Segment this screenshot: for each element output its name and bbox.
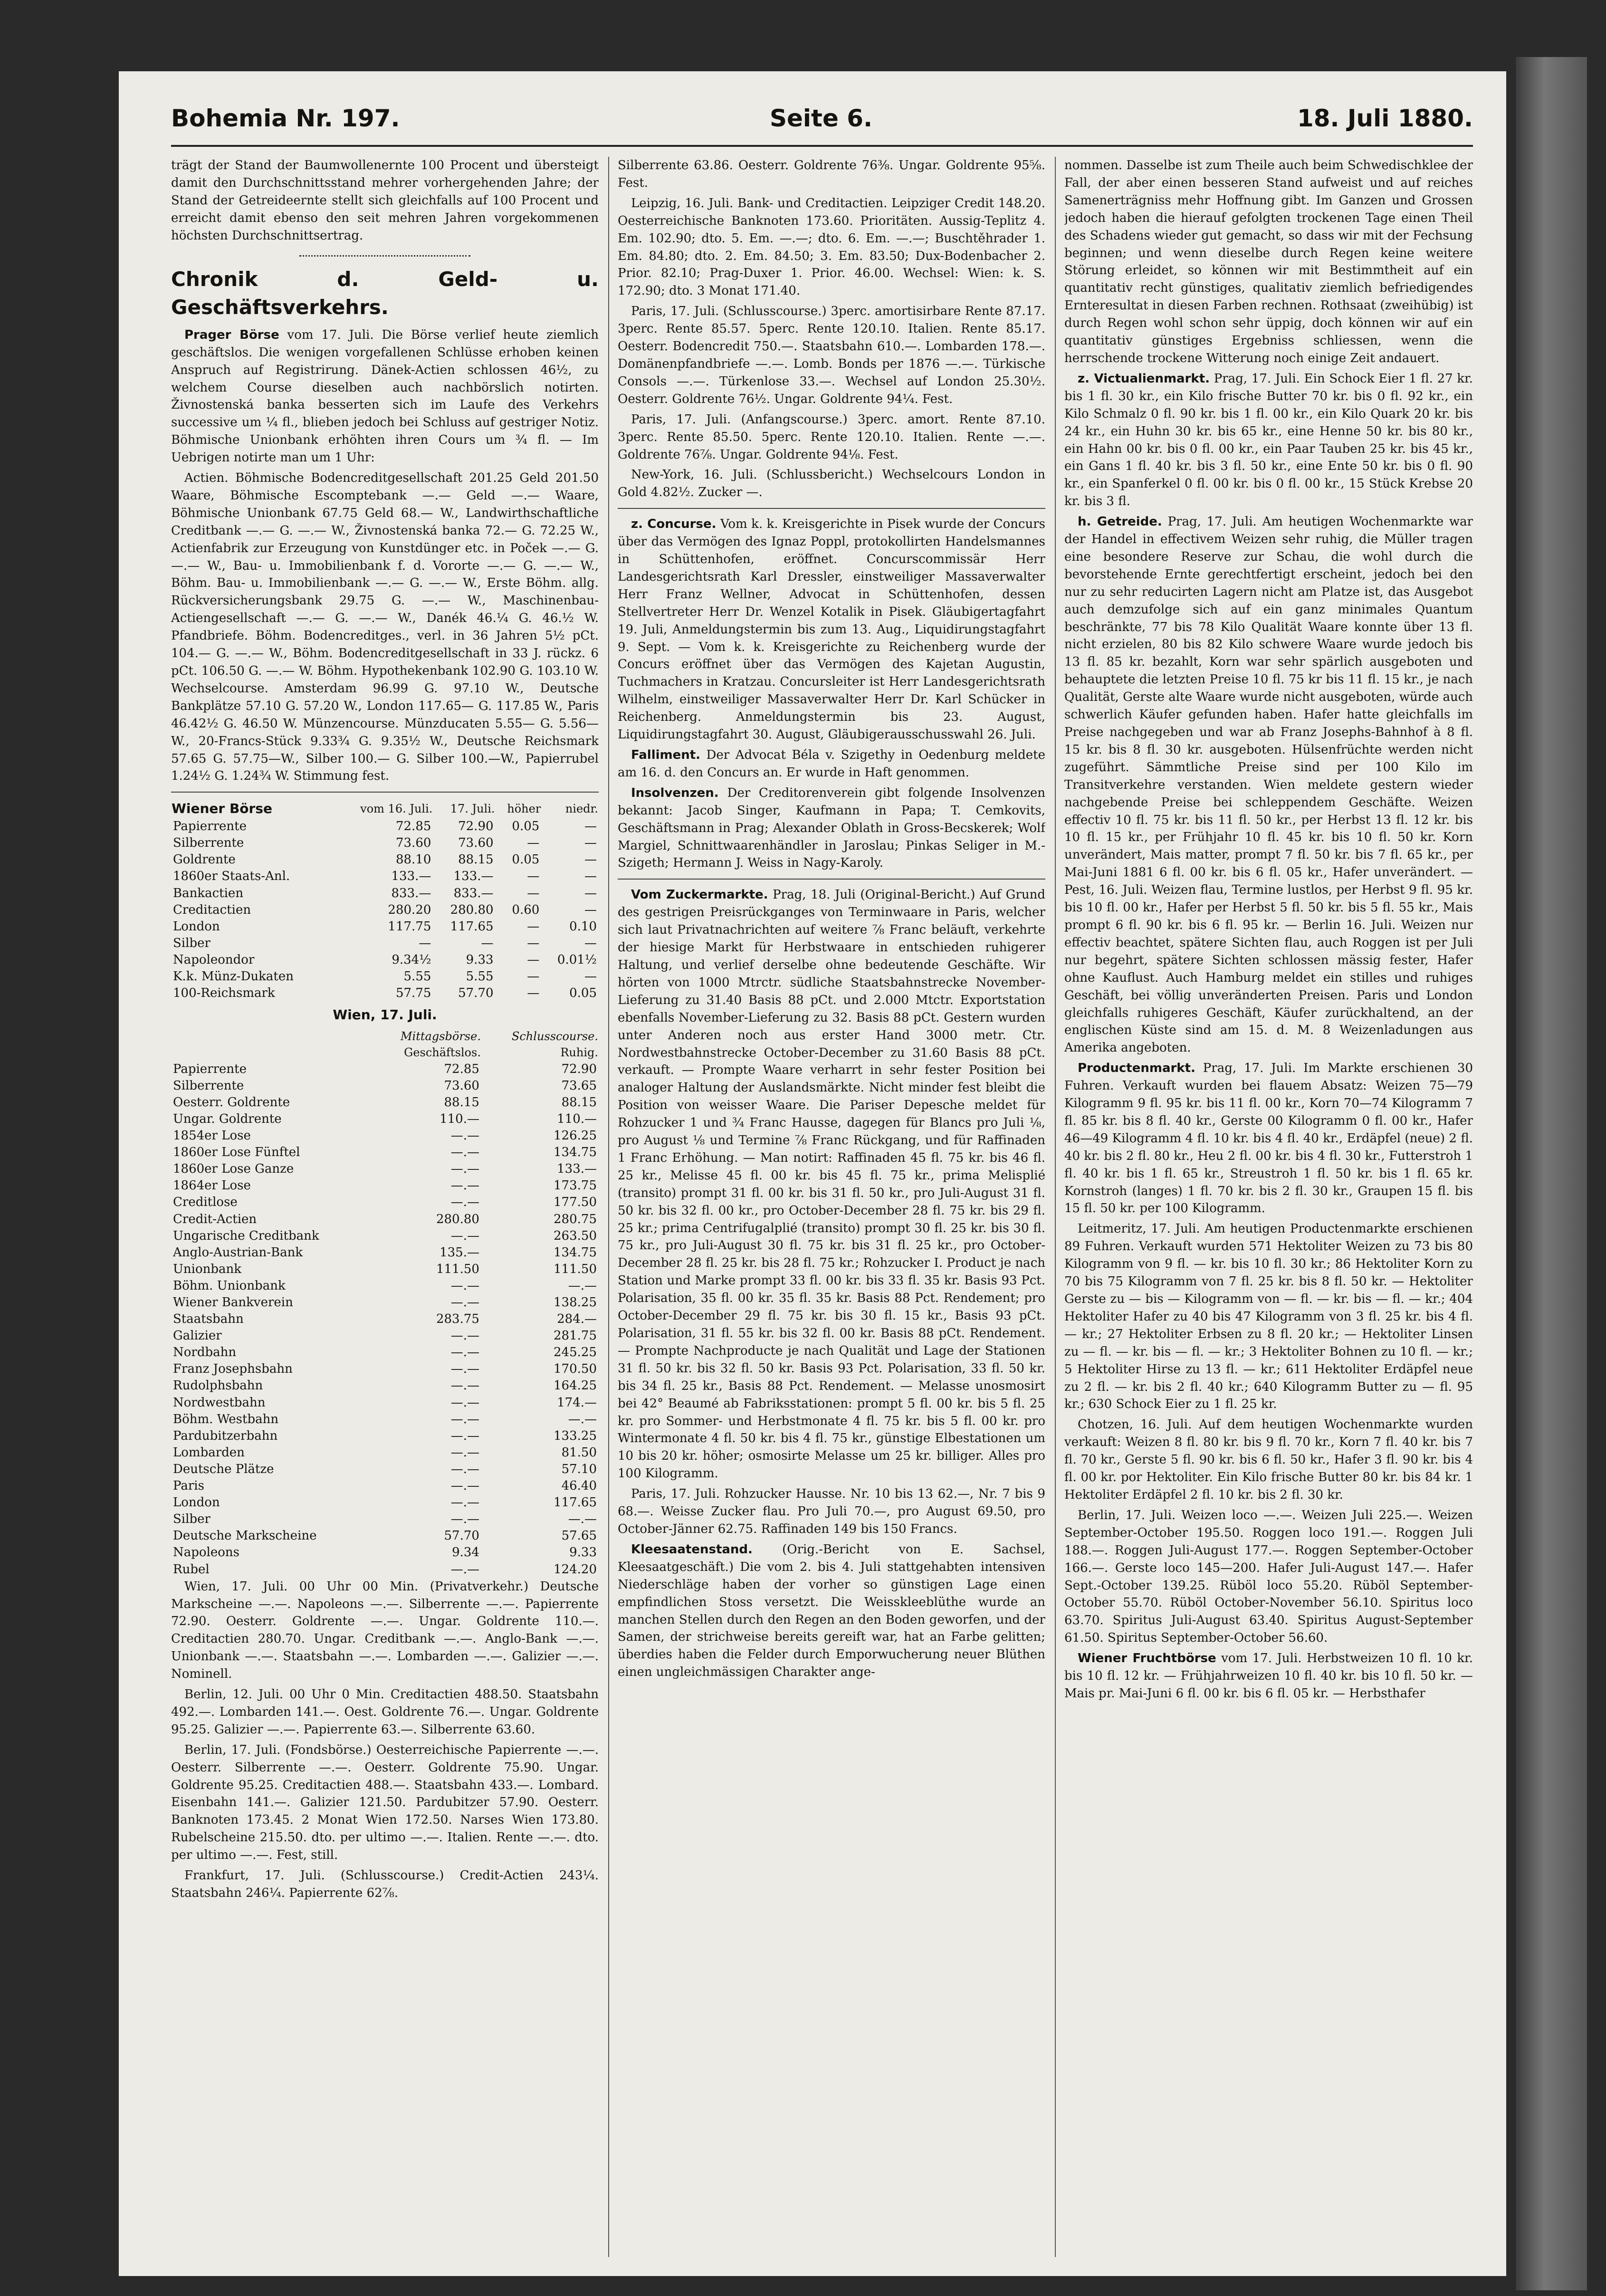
- row-value: —.—: [450, 1445, 479, 1460]
- prague-bourse-paragraph: [171, 326, 599, 467]
- table-row: [171, 1378, 599, 1394]
- row-value: —.—: [450, 1428, 479, 1443]
- wien-sub: Schlusscourse.: [511, 1029, 598, 1043]
- table-row: [171, 1228, 599, 1244]
- table-row: [171, 1294, 599, 1311]
- row-value: 88.15: [444, 1095, 479, 1110]
- row-value: 9.34½: [392, 952, 431, 967]
- divider: [618, 879, 1045, 880]
- row-label: Böhm. Westbahn: [173, 1412, 279, 1426]
- table-row: [171, 952, 599, 968]
- zucker-text: Prag, 18. Juli (Original-Bericht.) Auf Grund des gestrigen Preisrückganges von Terminwaare in Paris, welcher sich laut Privatnachrichten auf weitere ⅞ Franc beläuft, verkehrte der hiesige Markt für Herbstwaare in entschieden ruhigerer Haltung, und verlief derselbe ohne bedeutende Geschäfte. Wir hörten von 1000 Mtrctr. südliche Staatsbahnstrecke November-Lieferung zu 31.40 Basis 88 pCt. und 2.000 Mtctr. Exportstation ebenfalls November-Lieferung zu 32. Basis 88 pCt. Gestern wurden unter Anderen noch aus erster Hand 3000 metr. Ctr. Nordwestbahnstrecke October-December zu 31.60 Basis 88 pCt. verkauft. — Prompte Waare verharrt in sehr fester Position bei analoger Haltung der Auslandsmärkte. Nicht minder fest bleibt die Position von weisser Waare. Die Pariser Depesche meldet für Rohzucker 1 und ¾ Franc Hausse, dagegen für Blancs pro Juli ⅛, pro August ⅛ und Termine ⅞ Franc Rückgang, und für Raffinaden 1 Franc Erhöhung. — Man notirt: Raffinaden 45 fl. 75 kr. bis 46 fl. 25 kr., Melisse 45 fl. 00 kr. bis 45 fl. 75 kr., prima Melisplié (transito) prompt 31 fl. 00 kr. bis 31 fl. 50 kr., pro Juli-August 31 fl. 50 kr. bis 32 fl. 00 kr., pro October-December 28 fl. 75 kr. bis 29 fl. 25 kr.; prima Centrifugalplié (transito) prompt 30 fl. 25 kr. bis 30 fl. 75 kr., pro Juli-August 30 fl. 75 kr. bis 31 fl. 25 kr., pro October-December 28 fl. 25 kr. bis 28 fl. 75 kr.; Rohzucker I. Product je nach Station und Marke prompt 33 fl. 00 kr. bis 33 fl. 35 kr. Basis 93 Pct. Polarisation, 35 fl. 00 kr. 35 fl. 35 kr. Basis 88 Pct. Rendement; pro October-December 29 fl. 75 kr. bis 30 fl. 15 kr., Basis 93 pCt. Polarisation, 31 fl. 55 kr. bis 32 fl. 00 kr. Basis 88 pCt. Rendement. — Prompte Nachproducte je nach Qualität und Lage der Stationen 31 fl. 50 kr. bis 32 fl. 50 kr. Basis 93 Pct. Polarisation, 33 fl. 50 kr. bis 34 fl. 25 kr., Basis 88 Pct. Rendement. — Melasse unosmosirt bei 42° Beaumé ab Fabriksstationen: prompt 5 fl. 00 kr. bis 5 fl. 25 kr. pro Sommer- und Herbstmonate 4 fl. 75 kr. bis 5 fl. 00 kr. pro Wintermonate 4 fl. 50 kr. bis 4 fl. 75 kr., günstige Elbestationen um 10 bis 20 kr. höher; osmosirte Melasse um 25 kr. billiger. Alles pro 100 Kilogramm.: [618, 888, 1045, 1481]
- row-value: —.—: [450, 1412, 479, 1426]
- row-label: Wiener Bankverein: [173, 1295, 293, 1310]
- row-value: 177.50: [554, 1195, 597, 1210]
- row-label: Papierrente: [173, 819, 247, 834]
- divider: [618, 508, 1045, 509]
- insolvenzen-paragraph: [618, 784, 1045, 872]
- intro-paragraph: trägt der Stand der Baumwollenernte 100 Procent und übersteigt damit den Durchschnittsstand mehrer vorhergehenden Jahre; der Stand der Getreideernte stellt sich gleichfalls auf 100 Procent und erreicht damit ebenso den seit mehren Jahren vorgekommenen höchsten Durchschnittsertrag.: [171, 158, 599, 243]
- row-value: 9.33: [569, 1545, 597, 1560]
- row-value: 0.10: [569, 919, 597, 934]
- table-row: [171, 1194, 599, 1211]
- row-value: 133.25: [554, 1428, 597, 1443]
- row-label: 1864er Lose: [173, 1178, 251, 1193]
- table-row: [171, 835, 599, 851]
- row-label: London: [173, 919, 220, 934]
- row-label: Credit-Actien: [173, 1212, 257, 1226]
- row-value: 133.—: [391, 869, 431, 884]
- divider: [171, 792, 599, 793]
- row-value: 9.33: [466, 952, 494, 967]
- row-label: 1860er Staats-Anl.: [173, 869, 290, 884]
- table-row: [171, 818, 599, 835]
- column-3: [1064, 157, 1473, 2262]
- row-label: Nordbahn: [173, 1345, 237, 1360]
- row-label: Oesterr. Goldrente: [173, 1095, 290, 1110]
- row-label: Goldrente: [173, 852, 236, 867]
- row-value: 280.80: [450, 902, 494, 917]
- row-value: 280.75: [554, 1212, 597, 1226]
- fruchtboerse-paragraph: [1064, 1650, 1473, 1703]
- row-value: —.—: [450, 1479, 479, 1493]
- row-value: 111.50: [436, 1262, 479, 1276]
- row-value: 46.40: [561, 1479, 597, 1493]
- leitmeritz-paragraph: Leitmeritz, 17. Juli. Am heutigen Productenmarkte erschienen 89 Fuhren. Verkauft wurden 571 Hektoliter Weizen zu 73 bis 80 Kilogramm von 9 fl. — kr. bis 10 fl. 30 kr.; 86 Hektoliter Korn zu 70 bis 75 Kilogramm von 7 fl. 25 kr. bis 8 fl. 50 kr. — Hektoliter Gerste zu — bis — Kilogramm von — fl. — kr. bis — fl. — kr.; 404 Hektoliter Hafer zu 40 bis 47 Kilogramm von 3 fl. 25 kr. bis 4 fl. — kr.; 27 Hektoliter Erbsen zu 8 fl. 20 kr.; — Hektoliter Linsen zu — fl. — kr. bis — fl. — kr.; 3 Hektoliter Bohnen zu 10 fl. — kr.; 5 Hektoliter Hirse zu 13 fl. — kr.; 611 Hektoliter Erdäpfel neue zu 2 fl. — kr. bis 2 fl. 40 kr.; 640 Kilogramm Butter zu — fl. 95 kr.; 630 Schock Eier zu 1 fl. 25 kr.: [1064, 1222, 1473, 1412]
- row-value: 134.75: [554, 1245, 597, 1260]
- row-value: —: [584, 936, 597, 950]
- getreide-text: Prag, 17. Juli. Am heutigen Wochenmarkte war der Handel in effectivem Weizen sehr ruhig, die Müller tragen eine besondere Reserve zur Schau, die wohl durch die bevorstehende Ernte gerechtfertigt erscheint, jedoch bei den nur zu sehr reducirten Lagern nicht am Platze ist, das Ausgebot auch demzufolge sich auf ein ganz minimales Quantum beschränkte, 77 bis 78 Kilo Qualität Waare konnte über 13 fl. nicht erzielen, 80 bis 82 Kilo schwere Waare wurde jedoch bis 13 fl. 85 kr. bezahlt, Korn war sehr spärlich ausgeboten und behauptete die letzten Preise 10 fl. 75 kr bis 11 fl. 15 kr., je nach Qualität, Gerste alte Waare wurde nicht ausgeboten, würde auch schwerlich Käufer gefunden haben. Hafer hatte gleichfalls im Preise nachgegeben und war ab Franz Josephs-Bahnhof à 8 fl. 15 kr. bis 8 fl. 30 kr. ausgeboten. Hülsenfrüchte werden nicht zugeführt. Sämmtliche Preise sind per 100 Kilo im Transitverkehre verstanden. Wien meldete gestern wieder nachgebende Preise bei schleppendem Geschäfte. Weizen effectiv 10 fl. 75 kr. bis 11 fl. 50 kr., per Herbst 13 fl. 12 kr. bis 10 fl. 15 kr., per Frühjahr 10 fl. 45 kr. bis 10 fl. 50 kr. Korn unverändert, Mais matter, prompt 7 fl. 50 kr. bis 7 fl. 65 kr., per Mai-Juni 1881 6 fl. 00 kr. bis 6 fl. 05 kr., Hafer unverändert. — Pest, 16. Juli. Weizen flau, Termine lustlos, per Herbst 9 fl. 95 kr. bis 10 fl. 00 kr., Hafer per Herbst 5 fl. 50 kr. bis 5 fl. 55 kr., Mais prompt 6 fl. 90 kr. bis 6 fl. 95 kr. — Berlin 16. Juli. Weizen nur effectiv beachtet, spätere Sichten flau, auch Roggen ist per Juli nur begehrt, spätere Sichten schlossen mässig fester, Hafer ohne Kauflust. Auch Hamburg meldet ein stilles und ruhiges Geschäft, bei völlig unveränderten Preisen. Paris und London gleichfalls ruhigeres Geschäft, Käufer zurückhaltend, an der englischen Küste sind am 15. d. M. 8 Weizenladungen aus Amerika angeboten.: [1064, 515, 1473, 1055]
- row-value: 0.01½: [557, 952, 597, 967]
- row-value: —: [584, 836, 597, 851]
- table-row: [171, 885, 599, 902]
- table-row: [171, 1094, 599, 1111]
- falliment-paragraph: [618, 746, 1045, 782]
- row-label: Pardubitzerbahn: [173, 1428, 278, 1443]
- page-number: Seite 6.: [770, 105, 873, 132]
- row-label: Ungarische Creditbank: [173, 1228, 319, 1243]
- header-rule: [171, 145, 1473, 147]
- falliment-lead: Falliment.: [631, 748, 701, 762]
- newyork-paragraph: New-York, 16. Juli. (Schlussbericht.) Wechselcours London in Gold 4.82½. Zucker —.: [618, 468, 1045, 500]
- table-row: [171, 1411, 599, 1428]
- table-row: [171, 985, 599, 1002]
- row-value: 170.50: [554, 1362, 597, 1377]
- row-value: 73.60: [395, 836, 431, 851]
- table-row: [171, 902, 599, 918]
- row-value: 263.50: [554, 1228, 597, 1243]
- row-label: Creditactien: [173, 902, 251, 917]
- wiener-boerse-table: [171, 799, 599, 1002]
- row-value: 283.75: [436, 1312, 479, 1327]
- row-value: 173.75: [554, 1178, 597, 1193]
- row-value: —.—: [450, 1195, 479, 1210]
- row-value: —.—: [450, 1562, 479, 1577]
- row-label: 1860er Lose Ganze: [173, 1162, 294, 1177]
- kleesaat-continuation: nommen. Dasselbe ist zum Theile auch beim Schwedischklee der Fall, der aber einen besseren Stand aufweist und auf reiches Samenerträgniss mehr Hoffnung gibt. Im Ganzen und Grossen jedoch haben die hierauf gefolgten trockenen Tage einen Theil des Schadens wieder gut gemacht, so dass wir mit der Fechsung beginnen; und wenn dieselbe durch Regen keine weitere Störung erleidet, so können wir mit Bestimmtheit auf ein quantitativ recht günstiges, qualitativ ziemlich befriedigendes Ernteresultat in diesen Farben rechnen. Rothsaat (zweihübig) ist durch Regen wohl schon sehr üppig, doch können wir auf ein quantitativ günstiges Ergebniss schliessen, wenn die herrschende trockene Witterung noch einige Zeit andauert.: [1064, 158, 1473, 365]
- row-value: 110.—: [557, 1111, 597, 1126]
- row-label: 1854er Lose: [173, 1129, 251, 1143]
- row-label: Napoleondor: [173, 952, 255, 967]
- row-value: 57.75: [395, 986, 431, 1001]
- row-value: —: [527, 919, 540, 934]
- row-value: 138.25: [554, 1295, 597, 1310]
- row-value: 9.34: [452, 1545, 479, 1560]
- paris-paragraph-1: Paris, 17. Juli. (Schlusscourse.) 3perc. amortisirbare Rente 87.17. 3perc. Rente 85.57. 5perc. Rente 120.10. Italien. Rente 85.17. Oesterr. Bodencredit 750.—. Staatsbahn 610.—. Lombarden 178.—. Domänenpfandbriefe —.—. Lomb. Bonds per 1876 —.—. Türkische Consols —.—. Türkenlose 33.—. Wechsel auf London 25.30½. Oesterr. Goldrente 76½. Ungar. Goldrente 94¼. Fest.: [618, 304, 1045, 406]
- prague-bourse-text: vom 17. Juli. Die Börse verlief heute ziemlich geschäftslos. Die wenigen vorgefallenen Schlüsse erhoben keinen Anspruch auf Registrirung. Dänek-Actien schlossen 46½, zu welchem Course dieselben auch nachbörslich notirten. Živnostenská banka besserten sich im Laufe des Verkehrs successive um ¼ fl., blieben jedoch bei Schluss auf gestriger Notiz. Böhmische Unionbank erhöhten ihren Cours um ¾ fl. — Im Uebrigen notirte man um 1 Uhr:: [171, 327, 599, 465]
- row-value: 88.15: [561, 1095, 597, 1110]
- row-value: 57.70: [458, 986, 494, 1001]
- row-value: 57.65: [561, 1529, 597, 1543]
- frankfurt-paragraph: Frankfurt, 17. Juli. (Schlusscourse.) Credit-Actien 243¼. Staatsbahn 246¼. Papierrente 62⅞.: [171, 1868, 599, 1901]
- row-value: —.—: [450, 1145, 479, 1160]
- row-value: 0.05: [512, 819, 540, 834]
- row-value: 117.75: [388, 919, 431, 934]
- row-value: 0.60: [512, 902, 540, 917]
- row-value: —.—: [450, 1495, 479, 1510]
- row-value: 284.—: [557, 1312, 597, 1327]
- row-value: —: [584, 969, 597, 984]
- table-row: [171, 851, 599, 868]
- row-value: 88.10: [395, 852, 431, 867]
- zucker-lead: Vom Zuckermarkte.: [631, 888, 768, 902]
- row-label: Galizier: [173, 1329, 222, 1343]
- producten-text: Prag, 17. Juli. Im Markte erschienen 30 Fuhren. Verkauft wurden bei flauem Absatz: Weizen 75—79 Kilogramm 9 fl. 95 kr. bis 11 fl. 00 kr., Korn 70—74 Kilogramm 7 fl. 85 kr. bis 8 fl. 40 kr., Gerste 00 Kilogramm 0 fl. 00 kr., Hafer 46—49 Kilogramm 4 fl. 10 kr. bis 4 fl. 40 kr., Erdäpfel (neue) 2 fl. 40 kr. bis 2 fl. 80 kr., Heu 2 fl. 00 kr. bis 4 fl. 30 kr., Futterstroh 1 fl. 40 kr. bis 1 fl. 65 kr., Streustroh 1 fl. 50 kr. bis 1 fl. 65 kr. Kornstroh (langes) 1 fl. 70 kr. bis 2 fl. 30 kr., Graupen 15 fl. bis 15 fl. 50 kr. per 100 Kilogramm.: [1064, 1061, 1473, 1216]
- chotzen-paragraph: Chotzen, 16. Juli. Auf dem heutigen Wochenmarkte wurden verkauft: Weizen 8 fl. 80 kr. bis 9 fl. 70 kr., Korn 7 fl. 40 kr. bis 7 fl. 70 kr., Gerste 5 fl. 90 kr. bis 6 fl. 50 kr., Hafer 3 fl. 90 kr. bis 4 fl. 00 kr. por Hektoliter. Ein Kilo frische Butter 80 kr. bis 84 kr. 1 Hektoliter Erdäpfel 2 fl. 10 kr. bis 2 fl. 30 kr.: [1064, 1417, 1473, 1502]
- wien-sub: Ruhig.: [560, 1046, 598, 1060]
- column-2: [618, 157, 1045, 2262]
- row-label: Staatsbahn: [173, 1312, 244, 1327]
- column-rule-2: [1055, 157, 1056, 2257]
- victualien-paragraph: [1064, 370, 1473, 510]
- table-row: [171, 1395, 599, 1411]
- row-value: —: [584, 902, 597, 917]
- victualien-text: Prag, 17. Juli. Ein Schock Eier 1 fl. 27 kr. bis 1 fl. 30 kr., ein Kilo frische Butter 70 kr. bis 0 fl. 92 kr., ein Kilo Schmalz 0 fl. 90 kr. bis 1 fl. 00 kr., ein Kilo Quark 20 kr. bis 24 kr., ein Huhn 30 kr. bis 65 kr., eine Henne 50 kr. bis 80 kr., ein Hahn 00 kr. bis 0 fl. 00 kr., ein Paar Tauben 25 kr. bis 45 kr., ein Gans 1 fl. 40 kr. bis 3 fl. 50 kr., eine Ente 50 kr. bis 0 fl. 90 kr., ein Spanferkel 0 fl. 00 kr. bis 0 fl. 00 kr., 15 Stück Krebse 20 kr. bis 3 fl.: [1064, 371, 1473, 509]
- leipzig-paragraph: Leipzig, 16. Juli. Bank- und Creditactien. Leipziger Credit 148.20. Oesterreichische Banknoten 173.60. Prioritäten. Aussig-Teplitz 4. Em. 102.90; dto. 5. Em. —.—; dto. 6. Em. —.—; Buschtěhrader 1. Em. 84.80; dto. 2. Em. 84.50; 3. Em. 83.50; Dux-Bodenbacher 2. Prior. 82.10; Prag-Duxer 1. Prior. 46.00. Wechsel: Wien: k. S. 172.90; dto. 3 Monat 171.40.: [618, 196, 1045, 298]
- row-value: —: [584, 886, 597, 900]
- row-label: Silberrente: [173, 836, 244, 851]
- row-value: 73.60: [458, 836, 494, 851]
- table-row: [171, 1445, 599, 1461]
- table-row: [171, 1361, 599, 1378]
- wien-title: Wien, 17. Juli.: [333, 1007, 437, 1023]
- row-label: Bankactien: [173, 886, 244, 900]
- row-value: 110.—: [440, 1111, 479, 1126]
- berlin-paragraph-2: Berlin, 17. Juli. (Fondsbörse.) Oesterreichische Papierrente —.—. Oesterr. Silberrente —.—. Oesterr. Goldrente 75.90. Ungar. Goldrente 95.25. Creditactien 488.—. Staatsbahn 433.—. Lombard. Eisenbahn 141.—. Galizier 121.50. Pardubitzer 57.90. Oesterr. Banknoten 173.45. 2 Monat Wien 172.50. Narses Wien 173.80. Rubelscheine 215.50. dto. per ultimo —.—. Italien. Rente —.—. dto. per ultimo —.—. Fest, still.: [171, 1742, 599, 1863]
- table-row: [171, 935, 599, 952]
- row-value: 117.65: [450, 919, 494, 934]
- table-row: [171, 1344, 599, 1361]
- row-label: Silberrente: [173, 1078, 244, 1093]
- row-label: K.k. Münz-Dukaten: [173, 969, 294, 984]
- table-row: [171, 1478, 599, 1494]
- continuation-paragraph: Silberrente 63.86. Oesterr. Goldrente 76⅜. Ungar. Goldrente 95⅝. Fest.: [618, 158, 1045, 190]
- wien-sub: Mittagsbörse.: [400, 1029, 481, 1043]
- row-value: —.—: [450, 1162, 479, 1177]
- table-row: [171, 1561, 599, 1578]
- table-row: [171, 1528, 599, 1544]
- row-label: Lombarden: [173, 1445, 245, 1460]
- row-value: —: [584, 819, 597, 834]
- row-label: Silber: [173, 1512, 210, 1527]
- table-row: [171, 1311, 599, 1328]
- producten-paragraph: [1064, 1060, 1473, 1217]
- row-label: Ungar. Goldrente: [173, 1111, 282, 1126]
- table-row: [171, 968, 599, 985]
- row-value: —: [481, 936, 494, 950]
- table-row: [171, 1261, 599, 1278]
- row-label: Paris: [173, 1479, 204, 1493]
- row-value: 133.—: [557, 1162, 597, 1177]
- berlin-paragraph-1: Berlin, 12. Juli. 00 Uhr 0 Min. Creditactien 488.50. Staatsbahn 492.—. Lombarden 141.—. Oest. Goldrente 76.—. Ungar. Goldrente 95.25. Galizier —.—. Papierrente 63.—. Silberrente 63.60.: [171, 1687, 599, 1737]
- table-row: [171, 1328, 599, 1344]
- table-row: [171, 1461, 599, 1478]
- fruchtboerse-text: vom 17. Juli. Herbstweizen 10 fl. 10 kr. bis 10 fl. 12 kr. — Frühjahrweizen 10 fl. 40 kr. bis 10 fl. 50 kr. — Mais pr. Mai-Juni 6 fl. 00 kr. bis 6 fl. 05 kr. — Herbsthafer: [1064, 1651, 1473, 1701]
- wien-table: [171, 1028, 599, 1578]
- row-label: Papierrente: [173, 1062, 247, 1076]
- row-value: 57.70: [444, 1529, 479, 1543]
- table-row: [171, 1511, 599, 1528]
- row-label: Rubel: [173, 1562, 210, 1577]
- row-value: —.—: [450, 1329, 479, 1343]
- row-label: 1860er Lose Fünftel: [173, 1145, 300, 1160]
- insolvenzen-text: Der Creditorenverein gibt folgende Insolvenzen bekannt: Jacob Singer, Kaufmann in Papa; T. Cemkovits, Geschäftsmann in Prag; Alexander Oblath in Gross-Becskerek; Wolf Margiel, Schnittwaarenhändler in Jaroslau; Pinkas Seliger in M.-Szigeth; Hermann J. Weiss in Nagy-Karoly.: [618, 785, 1045, 871]
- wiener-boerse-title: Wiener Börse: [172, 801, 272, 817]
- row-value: —.—: [450, 1512, 479, 1527]
- table-row: [171, 1161, 599, 1177]
- row-label: Böhm. Unionbank: [173, 1278, 286, 1293]
- row-label: 100-Reichsmark: [173, 986, 275, 1001]
- table-row: [171, 1211, 599, 1228]
- table-row: [171, 918, 599, 935]
- row-value: 134.75: [554, 1145, 597, 1160]
- section-divider: [299, 249, 470, 257]
- row-value: 72.90: [458, 819, 494, 834]
- row-value: 111.50: [554, 1262, 597, 1276]
- row-value: —.—: [450, 1278, 479, 1293]
- row-value: 133.—: [453, 869, 494, 884]
- wiener-col-head: vom 16. Juli.: [360, 802, 433, 816]
- table-row: [171, 1078, 599, 1094]
- table-row: [171, 1177, 599, 1194]
- row-value: —.—: [450, 1395, 479, 1410]
- issue-date: 18. Juli 1880.: [1297, 105, 1473, 132]
- getreide-lead: h. Getreide.: [1078, 515, 1162, 529]
- concurse-text: Vom k. k. Kreisgerichte in Pisek wurde der Concurs über das Vermögen des Ignaz Poppl, protokollirten Handelsmannes in Schüttenhofen, eröffnet. Concurscommissär Herr Landesgerichtsrath Karl Dressler, einstweiliger Massaverwalter Herr Franz Wellner, Advocat in Schüttenhofen, dessen Stellvertreter Herr Dr. Wenzel Kotalik in Pisek. Gläubigertagfahrt 19. Juli, Anmeldungstermin bis zum 13. Aug., Liquidirungstagfahrt 9. Sept. — Vom k. k. Kreisgerichte zu Reichenberg wurde der Concurs eröffnet über das Vermögen des Kajetan Augustin, Tuchmachers in Kratzau. Concursleiter ist Herr Landesgerichtsrath Wilhelm, einstweiliger Massaverwalter Herr Dr. Karl Schücker in Reichenberg. Anmeldungstermin bis 23. August, Liquidirungstagfahrt 30. August, Gläubigerausschusswahl 26. Juli.: [618, 517, 1045, 742]
- insolvenzen-lead: Insolvenzen.: [631, 785, 719, 800]
- row-label: Deutsche Markscheine: [173, 1529, 317, 1543]
- row-value: 0.05: [569, 986, 597, 1001]
- wien-sub: Geschäftslos.: [404, 1046, 481, 1060]
- fruchtboerse-lead: Wiener Fruchtbörse: [1078, 1651, 1216, 1666]
- row-value: —.—: [450, 1129, 479, 1143]
- issue-label: Bohemia Nr. 197.: [171, 105, 400, 132]
- table-row: [171, 1278, 599, 1294]
- row-value: —.—: [450, 1228, 479, 1243]
- row-value: —.—: [450, 1362, 479, 1377]
- concurse-lead: z. Concurse.: [631, 517, 717, 532]
- row-value: 126.25: [554, 1129, 597, 1143]
- row-value: 135.—: [440, 1245, 479, 1260]
- column-rule-1: [608, 157, 609, 2257]
- wien-privat-paragraph: Wien, 17. Juli. 00 Uhr 00 Min. (Privatverkehr.) Deutsche Markscheine —.—. Napoleons —.—. Silberrente —.—. Papierrente 72.90. Oesterr. Goldrente —.—. Ungar. Goldrente 110.—. Creditactien 280.70. Ungar. Creditbank —.—. Anglo-Bank —.—. Unionbank —.—. Staatsbahn —.—. Lombarden —.—. Galizier —.—. Nominell.: [171, 1579, 599, 1682]
- row-value: —.—: [568, 1278, 597, 1293]
- concurse-paragraph: [618, 516, 1045, 744]
- row-label: Franz Josephsbahn: [173, 1362, 293, 1377]
- row-value: —.—: [450, 1462, 479, 1476]
- row-value: —: [527, 952, 540, 967]
- column-1: [171, 157, 599, 2262]
- row-value: —: [527, 836, 540, 851]
- table-row: [171, 1494, 599, 1511]
- kleesaat-paragraph: [618, 1541, 1045, 1681]
- zucker-paragraph: [618, 886, 1045, 1483]
- falliment-text: Der Advocat Béla v. Szigethy in Oedenburg meldete am 16. d. den Concurs an. Er wurde in Haft genommen.: [618, 748, 1045, 780]
- row-value: —.—: [450, 1295, 479, 1310]
- row-value: 73.65: [561, 1078, 597, 1093]
- row-value: —: [584, 869, 597, 884]
- row-value: 73.60: [444, 1078, 479, 1093]
- row-value: 174.—: [557, 1395, 597, 1410]
- page-header: [171, 105, 1473, 143]
- table-row: [171, 1061, 599, 1078]
- row-value: —.—: [450, 1345, 479, 1360]
- row-value: —: [527, 869, 540, 884]
- victualien-lead: z. Victualienmarkt.: [1078, 371, 1210, 386]
- kleesaat-lead: Kleesaatenstand.: [631, 1542, 753, 1557]
- actien-paragraph: Actien. Böhmische Bodencreditgesellschaft 201.25 Geld 201.50 Waare, Böhmische Escomptebank —.— Geld —.— Waare, Böhmische Unionbank 67.75 Geld 68.— W., Landwirthschaftliche Creditbank —.— G. —.— W., Živnostenská banka 72.— G. 72.25 W., Actienfabrik zur Erzeugung von Kunstdünger etc. in Poček —.— G. —.— W., Bau- u. Immobilienbank f. d. Vororte —.— G. —.— W., Böhm. Bau- u. Immobilienbank —.— G. —.— W., Erste Böhm. allg. Rückversicherungsbank 29.75 G. —.— W., Maschinenbau-Actiengesellschaft —.— G. —.— W., Danék 46.¼ G. 46.½ W. Pfandbriefe. Böhm. Bodencreditges., verl. in 36 Jahren 5½ pCt. 104.— G. —.— W., Böhm. Bodencreditgesellschaft in 33 J. rückz. 6 pCt. 106.50 G. —.— W. Böhm. Hypothekenbank 102.90 G. 103.10 W. Wechselcourse. Amsterdam 96.99 G. 97.10 W., Deutsche Bankplätze 57.10 G. 57.20 W., London 117.65— G. 117.85 W., Paris 46.42½ G. 46.50 W. Münzencourse. Münzducaten 5.55— G. 5.56— W., 20-Francs-Stück 9.33¾ G. 9.35½ W., Deutsche Reichsmark 57.65 G. 57.75—W., Silber 100.— G. Silber 100.—W., Papierrubel 1.24½ G. 1.24¾ W. Stimmung fest.: [171, 471, 599, 784]
- row-value: 72.90: [561, 1062, 597, 1076]
- table-row: [171, 1144, 599, 1161]
- table-row: [171, 1111, 599, 1128]
- paris-zucker-paragraph: Paris, 17. Juli. Rohzucker Hausse. Nr. 10 bis 13 62.—, Nr. 7 bis 9 68.—. Weisse Zucker flau. Pro Juli 70.—, pro August 69.50, pro October-Jänner 62.75. Raffinaden 149 bis 150 Francs.: [618, 1487, 1045, 1536]
- table-row: [171, 1244, 599, 1261]
- scan-edge: [1516, 57, 1587, 2290]
- row-value: 72.85: [444, 1062, 479, 1076]
- row-value: 117.65: [554, 1495, 597, 1510]
- row-value: 57.10: [561, 1462, 597, 1476]
- row-label: Napoleons: [173, 1545, 239, 1560]
- row-value: —: [527, 969, 540, 984]
- row-label: Anglo-Austrian-Bank: [173, 1245, 303, 1260]
- row-label: Nordwestbahn: [173, 1395, 266, 1410]
- row-value: 833.—: [453, 886, 494, 900]
- row-value: —.—: [568, 1412, 597, 1426]
- row-value: 5.55: [466, 969, 494, 984]
- row-label: Creditlose: [173, 1195, 238, 1210]
- row-value: 280.20: [388, 902, 431, 917]
- row-value: 281.75: [554, 1329, 597, 1343]
- prague-bourse-lead: Prager Börse: [184, 327, 279, 342]
- berlin-getreide-paragraph: Berlin, 17. Juli. Weizen loco —.—. Weizen Juli 225.—. Weizen September-October 195.50. Roggen loco 191.—. Roggen Juli 188.—. Roggen Juli-August 177.—. Roggen September-October 166.—. Gerste loco 145—200. Hafer Juli-August 147.—. Hafer Sept.-October 139.25. Rüböl loco 55.20. Rüböl September-October 55.70. Rüböl October-November 56.10. Spiritus loco 63.70. Spiritus Juli-August 63.40. Spiritus August-September 61.50. Spiritus September-October 56.60.: [1064, 1508, 1473, 1645]
- wiener-col-head: niedr.: [565, 802, 598, 816]
- row-value: 245.25: [554, 1345, 597, 1360]
- row-value: 124.20: [554, 1562, 597, 1577]
- table-row: [171, 1428, 599, 1445]
- row-value: 72.85: [395, 819, 431, 834]
- row-value: —.—: [450, 1178, 479, 1193]
- row-label: Deutsche Plätze: [173, 1462, 274, 1476]
- row-value: —.—: [450, 1378, 479, 1393]
- getreide-paragraph: [1064, 513, 1473, 1057]
- row-value: —: [419, 936, 431, 950]
- wiener-col-head: höher: [507, 802, 541, 816]
- paris-paragraph-2: Paris, 17. Juli. (Anfangscourse.) 3perc. amort. Rente 87.10. 3perc. Rente 85.50. 5perc. Rente 120.10. Italien. Rente —.—. Goldrente 76⅞. Ungar. Goldrente 94⅛. Fest.: [618, 412, 1045, 462]
- row-label: Silber: [173, 936, 210, 950]
- row-value: —: [584, 852, 597, 867]
- row-value: 0.05: [512, 852, 540, 867]
- row-value: —: [527, 986, 540, 1001]
- row-value: 5.55: [403, 969, 431, 984]
- row-value: 833.—: [391, 886, 431, 900]
- row-value: —.—: [568, 1512, 597, 1527]
- row-value: 164.25: [554, 1378, 597, 1393]
- row-value: —: [527, 886, 540, 900]
- row-value: 280.80: [436, 1212, 479, 1226]
- row-value: 81.50: [561, 1445, 597, 1460]
- wiener-col-head: 17. Juli.: [450, 802, 495, 816]
- row-value: —: [527, 936, 540, 950]
- producten-lead: Productenmarkt.: [1078, 1061, 1195, 1076]
- newspaper-page: [119, 71, 1506, 2276]
- row-label: Rudolphsbahn: [173, 1378, 263, 1393]
- table-row: [171, 1128, 599, 1144]
- row-label: London: [173, 1495, 220, 1510]
- chronik-title: Chronik d. Geld- u. Geschäftsverkehrs.: [171, 267, 599, 319]
- row-label: Unionbank: [173, 1262, 242, 1276]
- kleesaat-text: (Orig.-Bericht von E. Sachsel, Kleesaatgeschäft.) Die vom 2. bis 4. Juli stattgehabten intensiven Niederschläge haben der vorher so günstigen Lage einen empfindlichen Stoss versetzt. Die Weisskleeblüthe wurde an manchen Stellen durch den Regen an den Boden geworfen, und der Samen, der strichweise bereits gereift war, hat an Farbe gelitten; überdies haben die Felder durch Emporwucherung neuer Blüthen einen ungleichmässigen Charakter ange-: [618, 1542, 1045, 1680]
- row-value: 88.15: [458, 852, 494, 867]
- table-row: [171, 868, 599, 885]
- table-row: [171, 1544, 599, 1561]
